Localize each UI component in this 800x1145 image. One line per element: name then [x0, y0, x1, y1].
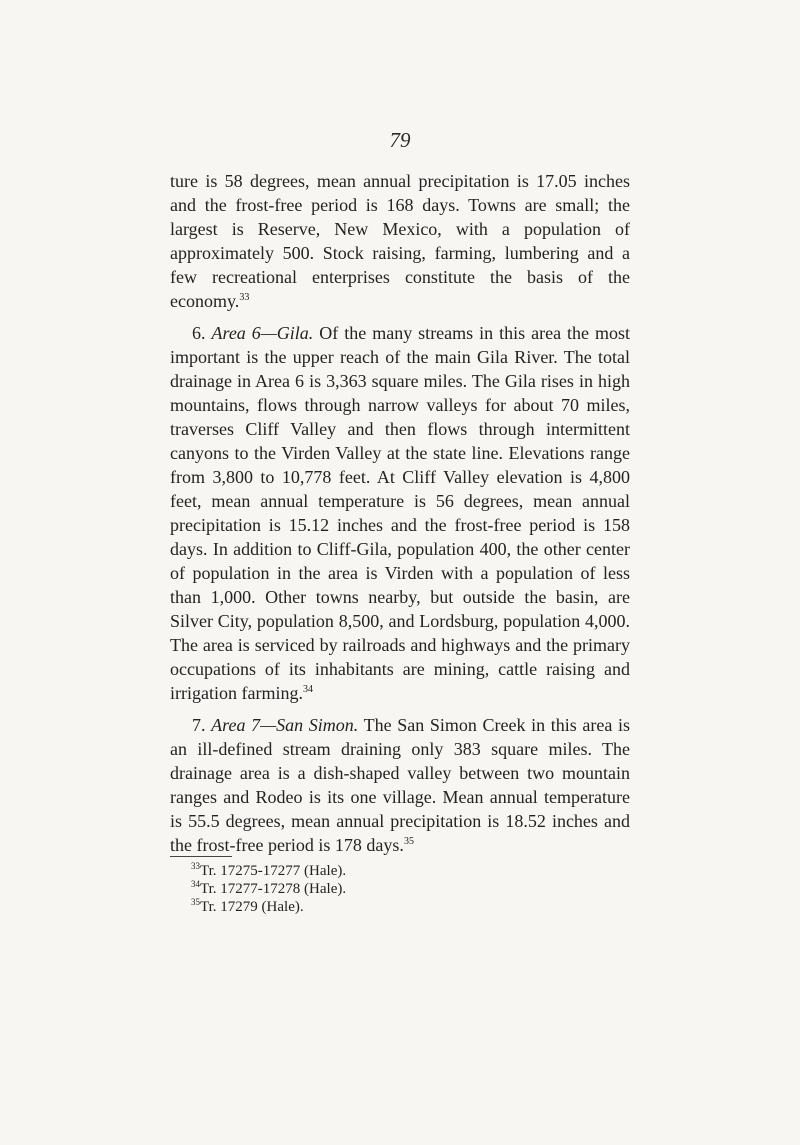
paragraph-continuation: [170, 169, 630, 313]
footnote-item: [191, 880, 491, 898]
footnote-text: Tr. 17277-17278 (Hale).: [200, 881, 347, 897]
footnote-text: Tr. 17275-17277 (Hale).: [200, 863, 347, 879]
footnote-reference: 34: [302, 684, 313, 695]
paragraph-text: Of the many streams in this area the most important is the upper reach of the main Gila River. The total drainage in Area 6 is 3,363 square miles. The Gila rises in high mountains, flows through narrow valleys for about 70 miles, traverses Cliff Valley and then flows through intermittent canyons to the Virden Valley at the state line. Elevations range from 3,800 to 10,778 feet. At Cliff Valley elevation is 4,800 feet, mean annual temperature is 56 degrees, mean annual precipitation is 15.12 inches and the frost-free period is 158 days. In addition to Cliff-Gila, population 400, the other center of population in the area is Virden with a population of less than 1,000. Other towns nearby, but outside the basin, are Silver City, population 8,500, and Lordsburg, population 4,000. The area is serviced by railroads and highways and the primary occupations of its inhabitants are mining, cattle raising and irrigation farming.: [170, 323, 631, 703]
footnote-divider: [170, 856, 232, 857]
footnotes: [191, 862, 491, 916]
page-number: 79: [389, 128, 411, 152]
paragraph-text: The San Simon Creek in this area is an ill-defined stream draining only 383 square miles. The drainage area is a dish-shaped valley between two mountain ranges and Rodeo is its one village. Mean annual temperature is 55.5 degrees, mean annual precipitation is 18.52 inches and the frost-free period is 178 days.: [170, 715, 631, 855]
paragraph-area-6: [170, 321, 630, 705]
paragraph-area-7: [170, 713, 630, 857]
paragraph-number: 7.: [192, 715, 206, 735]
footnote-item: [191, 898, 491, 916]
footnote-text: Tr. 17279 (Hale).: [200, 899, 304, 915]
footnote-mark: 35: [191, 897, 200, 907]
footnote-mark: 34: [191, 879, 200, 889]
footnote-reference: 33: [239, 292, 250, 303]
footnote-item: [191, 862, 491, 880]
paragraph-number: 6.: [192, 323, 206, 343]
area-heading: Area 6—Gila.: [211, 323, 314, 343]
footnote-reference: 35: [403, 836, 414, 847]
paragraph-text: ture is 58 degrees, mean annual precipitation is 17.05 inches and the frost-free period is 168 days. Towns are small; the largest is Reserve, New Mexico, with a population of approximately 500. Stock raising, farming, lumbering and a few recreational enterprises constitute the basis of the economy.: [170, 171, 630, 311]
footnote-mark: 33: [191, 861, 200, 871]
area-heading: Area 7—San Simon.: [211, 715, 359, 735]
